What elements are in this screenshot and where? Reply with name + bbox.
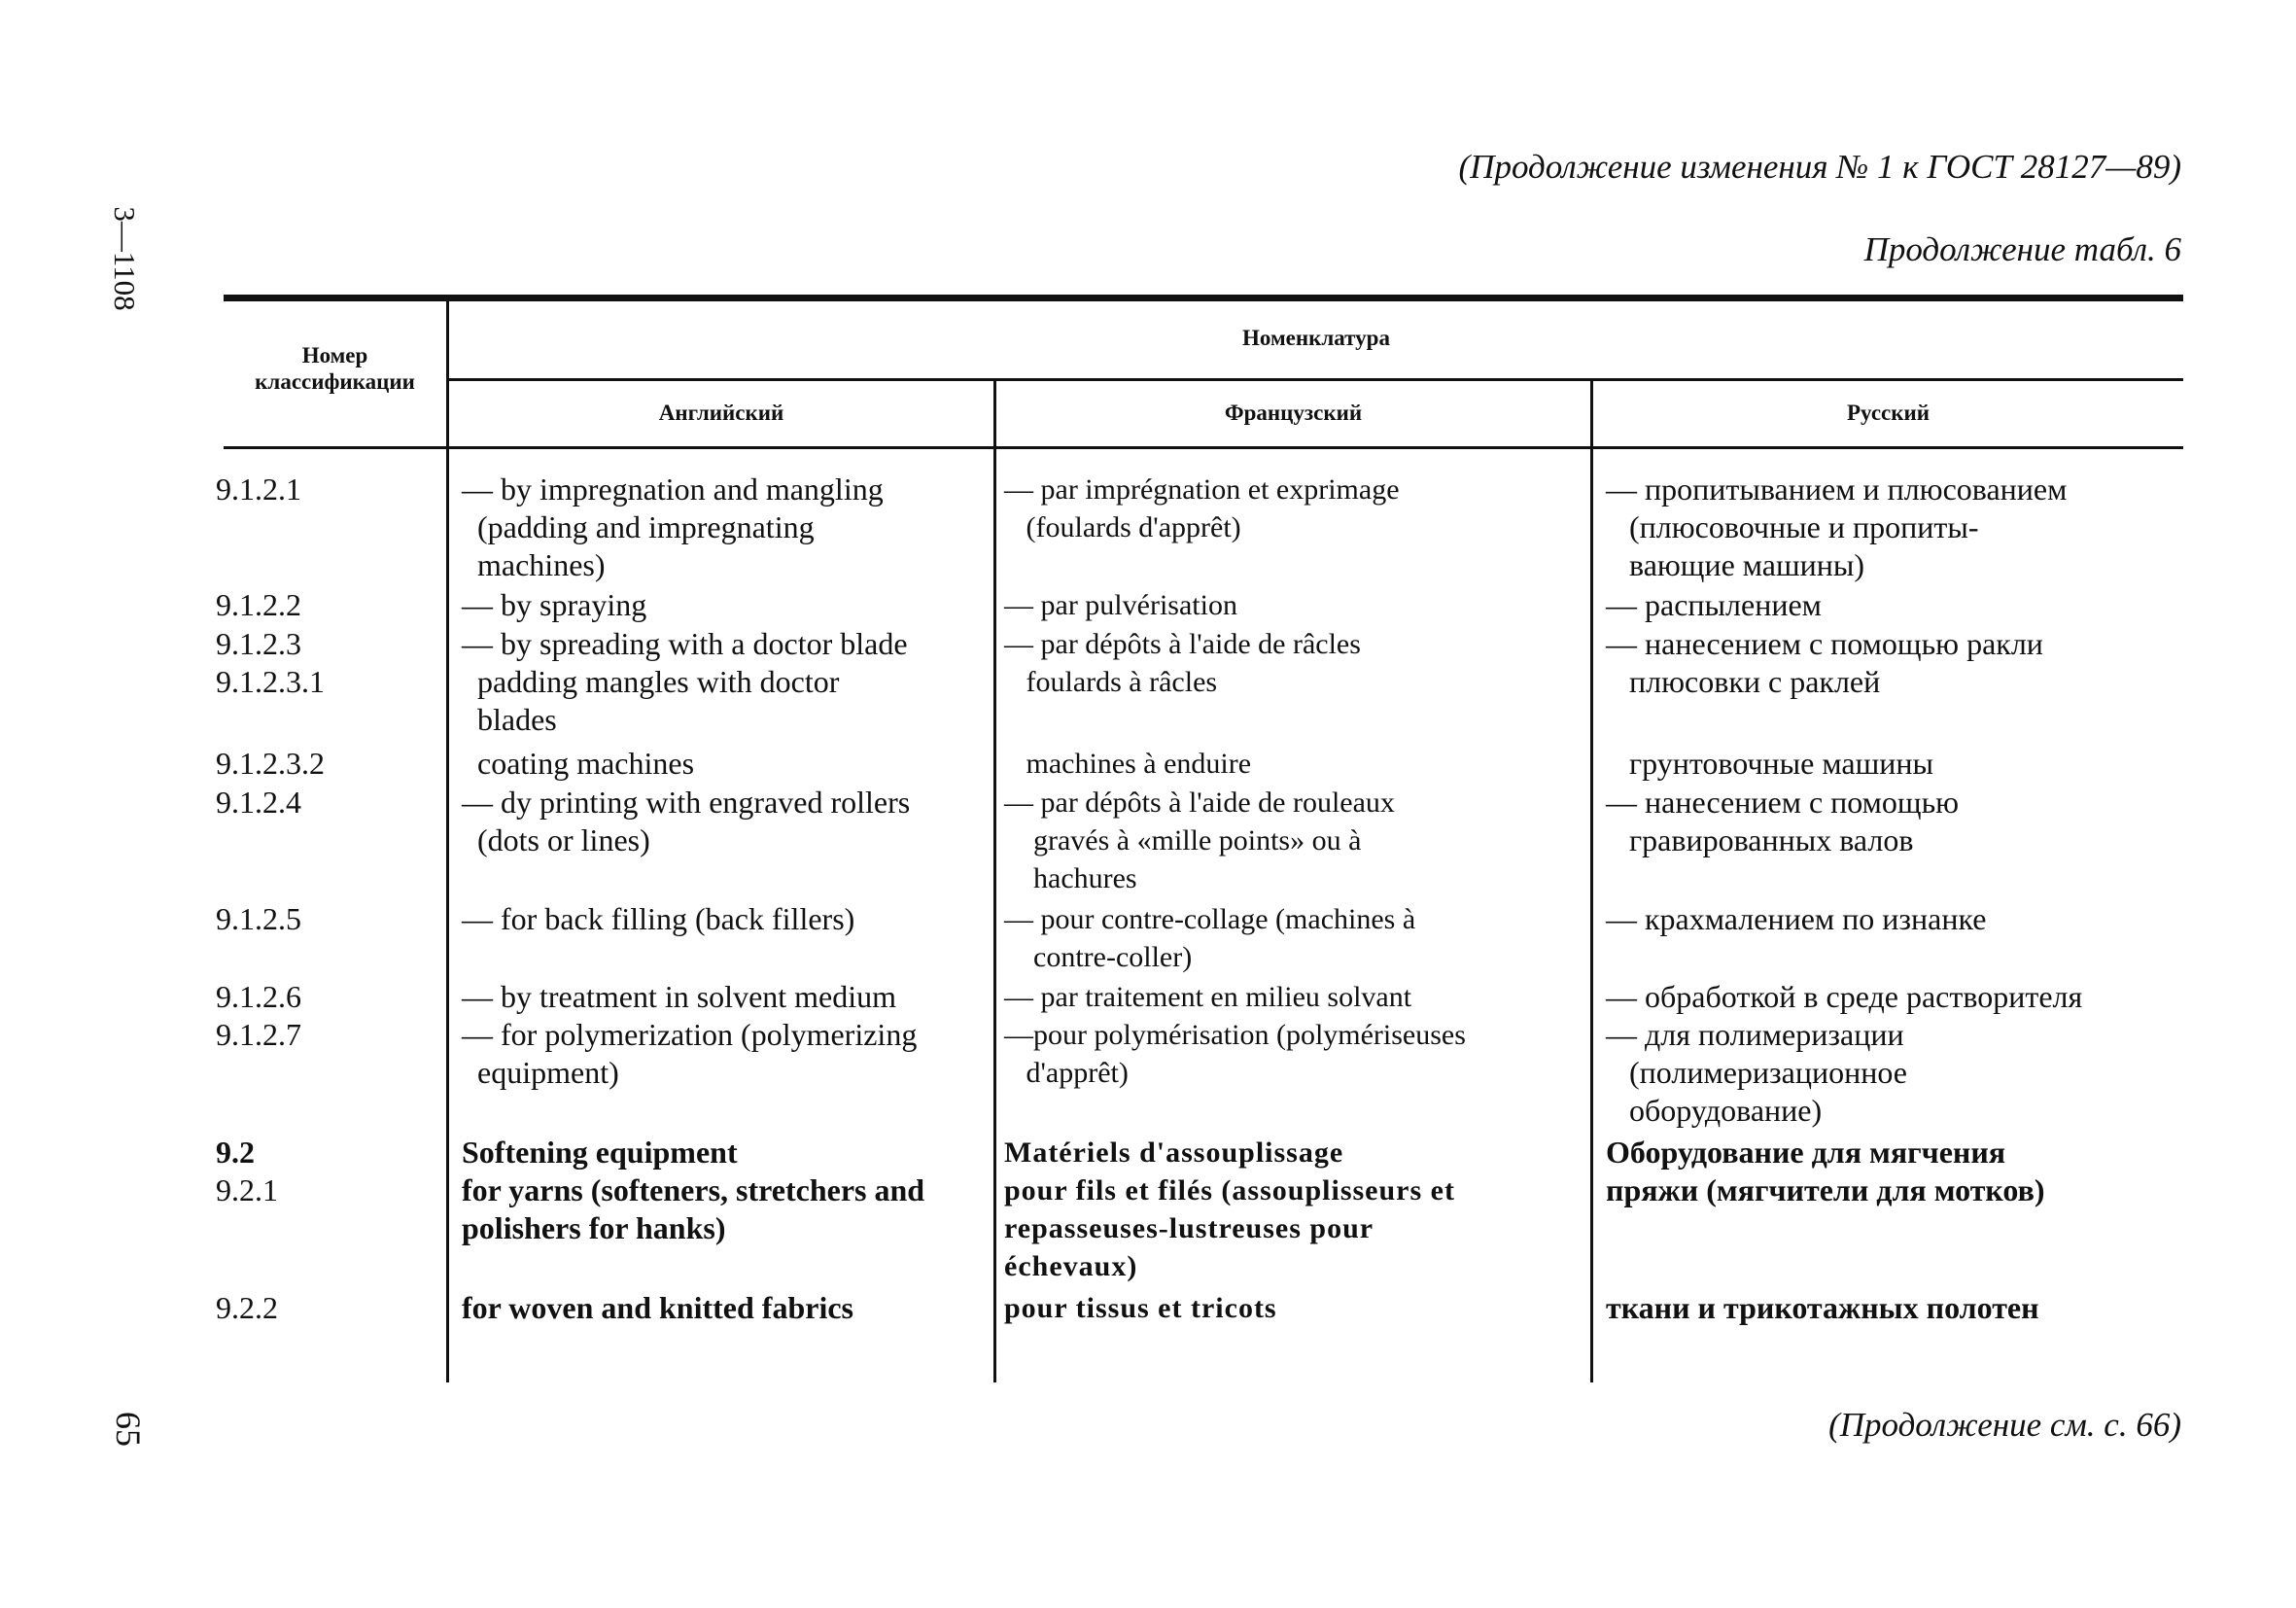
- russian-term: плюсовки с раклей: [1606, 664, 1881, 699]
- english-term: — for polymerization (polymerizing equipment): [462, 1017, 918, 1090]
- table-top-rule: [224, 295, 2183, 301]
- french-term: — par dépôts à l'aide de râcles: [1004, 628, 1361, 660]
- english-term: — for back filling (back fillers): [462, 901, 855, 936]
- english-term: for woven and knitted fabrics: [462, 1290, 853, 1325]
- classification-number: 9.2: [216, 1135, 255, 1170]
- english-term: — by impregnation and mangling (padding and impregnating machines): [462, 472, 884, 582]
- russian-term: — распылением: [1606, 587, 1822, 622]
- classification-number: 9.1.2.1: [216, 472, 301, 507]
- english-term: — by spraying: [462, 587, 647, 622]
- english-term: — by spreading with a doctor blade: [462, 626, 908, 661]
- russian-term: ткани и трикотажных полотен: [1606, 1290, 2039, 1325]
- russian-term: — для полимеризации (полимеризационное оборудование): [1606, 1017, 1907, 1128]
- classification-number: 9.1.2.5: [216, 901, 301, 936]
- french-term: pour fils et filés (assouplisseurs et repasseuses-lustreuses pour échevaux): [1004, 1174, 1455, 1282]
- classification-number: 9.1.2.4: [216, 785, 301, 820]
- french-term: Matériels d'assouplissage: [1004, 1136, 1344, 1169]
- page-number: 65: [109, 1412, 148, 1447]
- russian-term: пряжи (мягчители для мотков): [1606, 1172, 2045, 1207]
- russian-term: — обработкой в среде растворителя: [1606, 979, 2083, 1014]
- header-french: Французский: [1224, 401, 1363, 425]
- russian-term: — нанесением с помощью гравированных валов: [1606, 785, 1960, 857]
- russian-term: Оборудование для мягчения: [1606, 1135, 2006, 1170]
- header-mid-rule: [447, 378, 2183, 381]
- french-term: — par traitement en milieu solvant: [1004, 981, 1412, 1013]
- russian-term: — крахмалением по изнанке: [1606, 901, 1987, 936]
- header-nomenclature: Номенклатура: [1242, 326, 1390, 350]
- classification-number: 9.1.2.3: [216, 626, 301, 661]
- table-caption: Продолжение табл. 6: [1863, 230, 2181, 268]
- header-russian: Русский: [1846, 401, 1930, 425]
- classification-number: 9.1.2.2: [216, 587, 301, 622]
- english-term: Softening equipment: [462, 1135, 738, 1170]
- page-header: (Продолжение изменения № 1 к ГОСТ 28127—89): [1458, 148, 2181, 186]
- french-term: — par pulvérisation: [1004, 589, 1237, 621]
- col-divider-3: [1590, 380, 1593, 1382]
- classification-number: 9.2.2: [216, 1290, 278, 1325]
- classification-number: 9.1.2.6: [216, 979, 301, 1014]
- french-term: foulards à râcles: [1004, 666, 1218, 698]
- french-term: pour tissus et tricots: [1004, 1292, 1277, 1324]
- french-term: — pour contre-collage (machines à contre-coller): [1004, 903, 1416, 973]
- russian-term: грунтовочные машины: [1606, 746, 1933, 781]
- french-term: — par dépôts à l'aide de rouleaux gravés à «mille points» ou à hachures: [1004, 787, 1395, 894]
- col-divider-2: [993, 380, 996, 1382]
- russian-term: — пропитыванием и плюсованием (плюсовочные и пропиты- вающие машины): [1606, 472, 2068, 582]
- classification-number: 9.1.2.3.1: [216, 664, 325, 699]
- russian-term: — нанесением с помощью ракли: [1606, 626, 2043, 661]
- french-term: — par imprégnation et exprimage (foulards d'apprêt): [1004, 473, 1400, 543]
- header-number-col: Номер классификации: [255, 343, 415, 394]
- header-english: Английский: [658, 401, 784, 425]
- french-term: —pour polymérisation (polymériseuses d'apprêt): [1004, 1019, 1466, 1089]
- col-divider-1: [446, 299, 449, 1382]
- side-code: 3—1108: [108, 206, 142, 311]
- english-term: — by treatment in solvent medium: [462, 979, 897, 1014]
- classification-number: 9.1.2.7: [216, 1017, 301, 1052]
- classification-number: 9.2.1: [216, 1172, 278, 1207]
- english-term: for yarns (softeners, stretchers and polishers for hanks): [462, 1172, 925, 1245]
- english-term: padding mangles with doctor blades: [477, 664, 840, 737]
- classification-number: 9.1.2.3.2: [216, 746, 325, 781]
- header-bottom-rule: [224, 446, 2183, 449]
- english-term: — dy printing with engraved rollers (dots or lines): [462, 785, 911, 857]
- english-term: coating machines: [462, 746, 695, 781]
- french-term: machines à enduire: [1004, 748, 1252, 780]
- footer-continuation: (Продолжение см. с. 66): [1828, 1406, 2181, 1444]
